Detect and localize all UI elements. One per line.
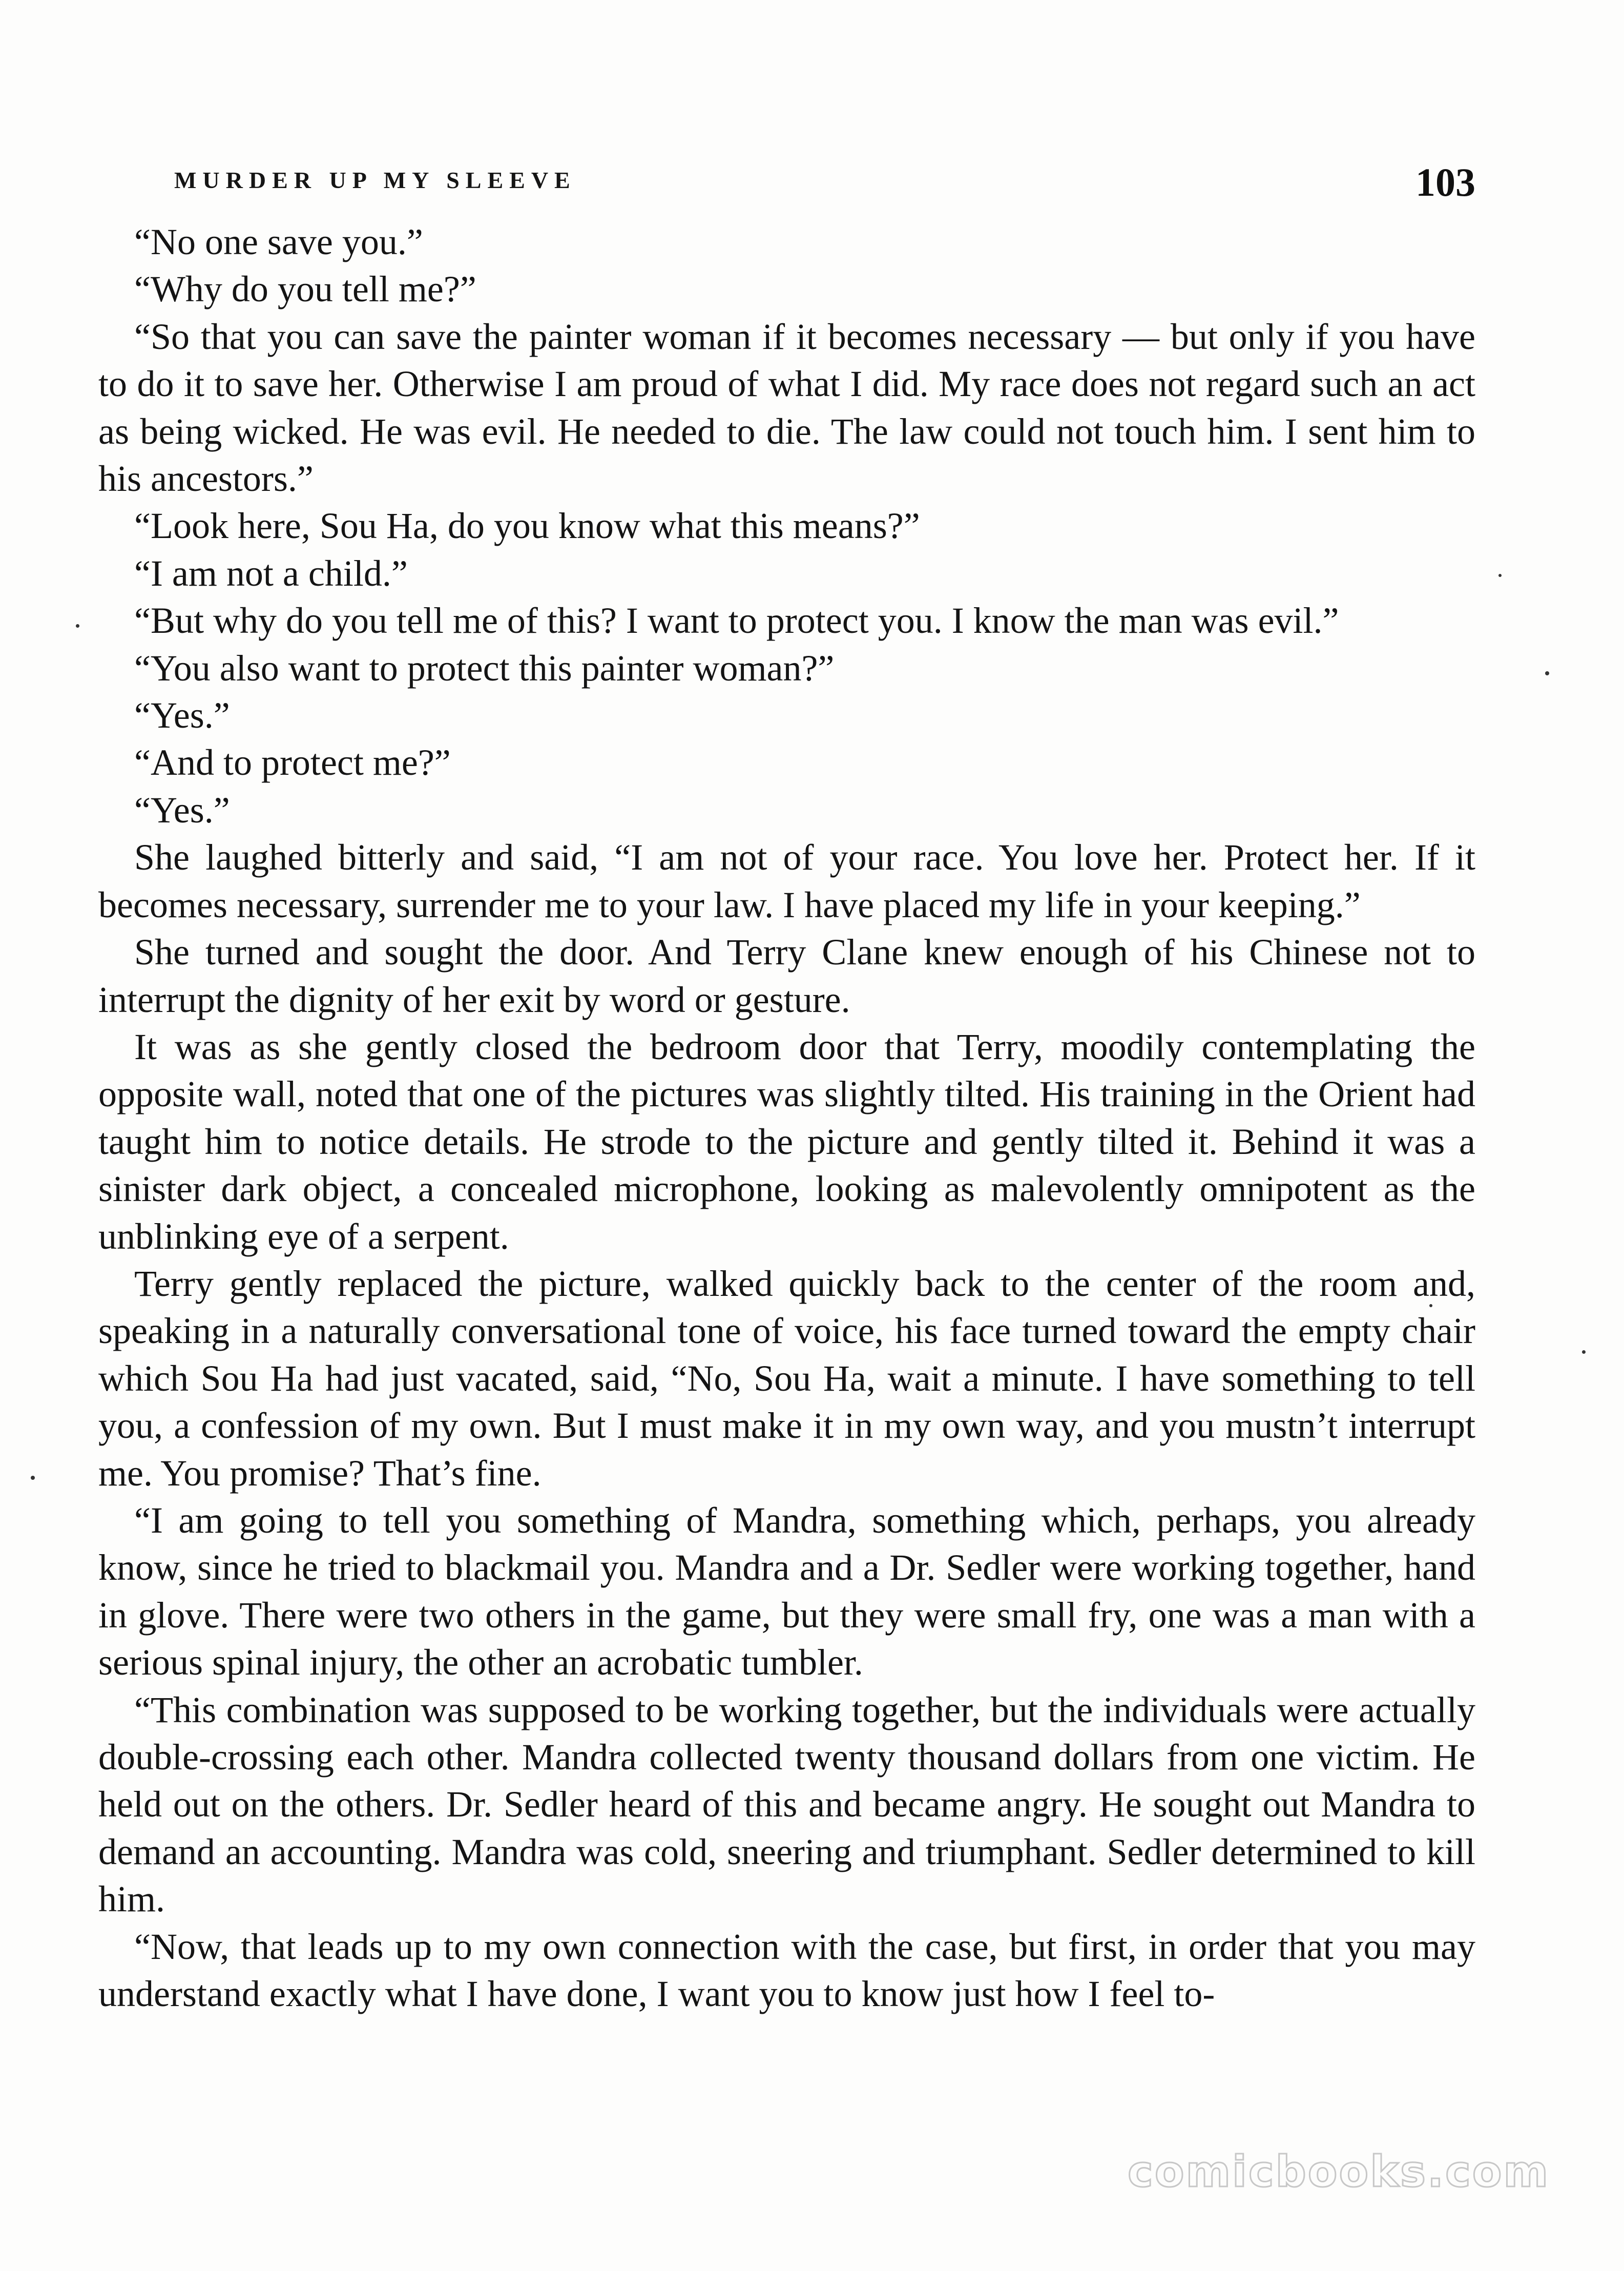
paragraph: “This combination was supposed to be working together, but the individuals were actually double-crossing each other. Mandra collected twenty thousand dollars from one victim. He held out on the others. Dr. Sedler heard of this and became angry. He sought out Mandra to demand an accounting. Mandra was cold, sneering and triumphant. Sedler determined to kill him. xyxy=(98,1689,1475,1920)
running-head xyxy=(174,160,1475,208)
paragraph: Terry gently replaced the picture, walked quickly back to the center of the room and, speaking in a naturally conversational tone of voice, his face turned toward the empty chair which Sou Ha had just vacated, said, “No, Sou Ha, wait a minute. I have something to tell you, a confession of my own. But I must make it in my own way, and you mustn’t interrupt me. You promise? That’s fine. xyxy=(98,1263,1475,1494)
paragraph: “Yes.” xyxy=(134,695,230,736)
paragraph: “You also want to protect this painter woman?” xyxy=(134,647,835,689)
paragraph: “Why do you tell me?” xyxy=(134,269,476,310)
body-text xyxy=(98,218,1475,2017)
paragraph: “I am not a child.” xyxy=(134,552,408,594)
watermark: comicbooks.com xyxy=(1128,2146,1550,2197)
paragraph: “Look here, Sou Ha, do you know what this means?” xyxy=(134,505,920,547)
print-speck xyxy=(1582,1350,1586,1354)
print-speck xyxy=(31,1476,35,1480)
print-speck xyxy=(76,624,79,628)
paragraph: “So that you can save the painter woman if it becomes necessary — but only if you have to do it to save her. Otherwise I am proud of what I did. My race does not regard such an act as being wicked. He was evil. He needed to die. The law could not touch him. I sent him to his ancestors.” xyxy=(98,316,1475,500)
paragraph: She laughed bitterly and said, “I am not of your race. You love her. Protect her. If it becomes necessary, surrender me to your law. I have placed my life in your keeping.” xyxy=(98,837,1475,925)
paragraph: “I am going to tell you something of Mandra, something which, perhaps, you already know, since he tried to blackmail you. Mandra and a Dr. Sedler were working together, hand in glove. There were two others in the game, but they were small fry, one was a man with a serious spinal injury, the other an acrobatic tumbler. xyxy=(98,1499,1475,1683)
page-number: 103 xyxy=(1415,160,1475,204)
running-title: MURDER UP MY SLEEVE xyxy=(174,167,576,193)
paragraph: “Yes.” xyxy=(134,789,230,831)
paragraph: She turned and sought the door. And Terry Clane knew enough of his Chinese not to interrupt the dignity of her exit by word or gesture. xyxy=(98,932,1475,1020)
print-speck xyxy=(1545,671,1549,675)
paragraph: “Now, that leads up to my own connection with the case, but first, in order that you may understand exactly what I have done, I want you to know just how I feel to- xyxy=(98,1926,1475,2015)
paragraph: It was as she gently closed the bedroom door that Terry, moodily contemplating the opposite wall, noted that one of the pictures was slightly tilted. His training in the Orient had taught him to notice details. He strode to the picture and gently tilted it. Behind it was a sinister dark object, a concealed microphone, looking as malevolently omnipotent as the unblinking eye of a serpent. xyxy=(98,1026,1475,1257)
paragraph: “No one save you.” xyxy=(134,221,423,262)
print-speck xyxy=(1429,1304,1432,1307)
paragraph: “And to protect me?” xyxy=(134,742,451,783)
paragraph: “But why do you tell me of this? I want to protect you. I know the man was evil.” xyxy=(134,600,1339,642)
print-speck xyxy=(1498,574,1502,577)
